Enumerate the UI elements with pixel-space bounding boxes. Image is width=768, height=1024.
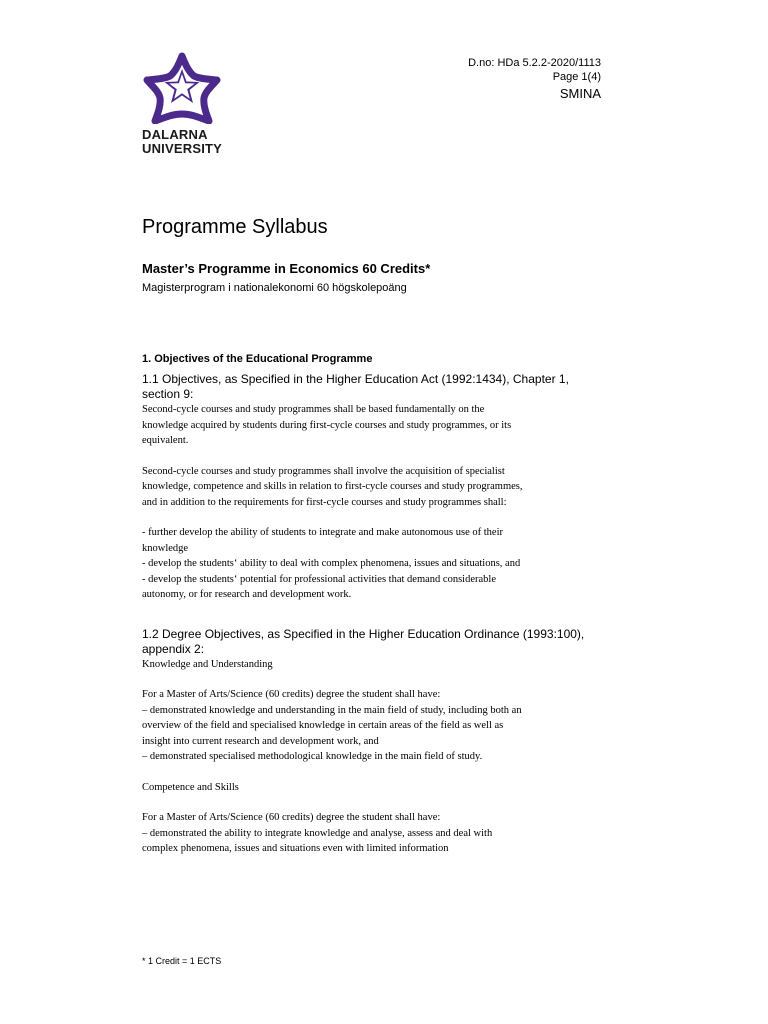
paragraph-line: equivalent.	[142, 435, 189, 446]
paragraph-line: knowledge acquired by students during first-cycle courses and study programmes, or its	[142, 419, 512, 431]
page-number: Page 1(4)	[552, 71, 601, 83]
list-item: complex phenomena, issues and situations even with limited information	[142, 843, 449, 854]
programme-code: SMINA	[559, 86, 601, 101]
knowledge-intro: For a Master of Arts/Science (60 credits) degree the student shall have:	[142, 689, 441, 700]
section-1-2-heading-line-1: 1.2 Degree Objectives, as Specified in the Higher Education Ordinance (1993:100),	[142, 626, 585, 641]
list-item: - develop the students‘ potential for professional activities that demand considerable	[142, 573, 496, 585]
list-item: – demonstrated knowledge and understanding in the main field of study, including both an	[142, 704, 522, 716]
section-1-2-heading-line-2: appendix 2:	[142, 641, 205, 656]
paragraph-line: knowledge, competence and skills in relation to first-cycle courses and study programmes,	[142, 481, 523, 492]
section-1-1-heading-line-2: section 9:	[142, 387, 194, 401]
document-meta	[468, 56, 601, 103]
list-item: - further develop the ability of students to integrate and make autonomous use of their	[142, 527, 503, 538]
logo-wordmark	[142, 128, 232, 156]
page-title: Programme Syllabus	[142, 216, 328, 238]
document-number: D.no: HDa 5.2.2-2020/1113	[468, 57, 601, 69]
programme-name-en: Master’s Programme in Economics 60 Credits*	[142, 261, 431, 276]
paragraph-line: Second-cycle courses and study programmes shall involve the acquisition of specialist	[142, 465, 505, 477]
logo-line-2: UNIVERSITY	[142, 141, 223, 156]
knowledge-heading: Knowledge and Understanding	[142, 658, 273, 670]
credits-footnote: * 1 Credit = 1 ECTS	[142, 956, 222, 966]
paragraph-line: Second-cycle courses and study programmes shall be based fundamentally on the	[142, 404, 485, 415]
section-1-1-heading-line-1: 1.1 Objectives, as Specified in the Higher Education Act (1992:1434), Chapter 1,	[142, 372, 569, 386]
list-item: – demonstrated specialised methodological knowledge in the main field of study.	[142, 751, 483, 762]
list-item: - develop the students‘ ability to deal with complex phenomena, issues and situations, and	[142, 558, 521, 569]
logo-line-1: DALARNA	[142, 127, 208, 142]
list-item: overview of the field and specialised knowledge in certain areas of the field as well as	[142, 720, 504, 731]
programme-name-sv: Magisterprogram i nationalekonomi 60 högskolepoäng	[142, 282, 407, 294]
list-item: autonomy, or for research and development work.	[142, 589, 352, 600]
list-item: – demonstrated the ability to integrate knowledge and analyse, assess and deal with	[142, 827, 493, 839]
list-item: knowledge	[142, 542, 189, 554]
list-item: insight into current research and development work, and	[142, 735, 379, 747]
paragraph-line: and in addition to the requirements for first-cycle courses and study programmes shall:	[142, 496, 507, 508]
syllabus-body	[142, 352, 592, 857]
star-emblem-icon	[142, 52, 222, 124]
section-1-heading: 1. Objectives of the Educational Programme	[142, 353, 373, 365]
university-logo	[142, 52, 232, 162]
competence-heading: Competence and Skills	[142, 781, 239, 793]
competence-intro: For a Master of Arts/Science (60 credits) degree the student shall have:	[142, 812, 441, 823]
